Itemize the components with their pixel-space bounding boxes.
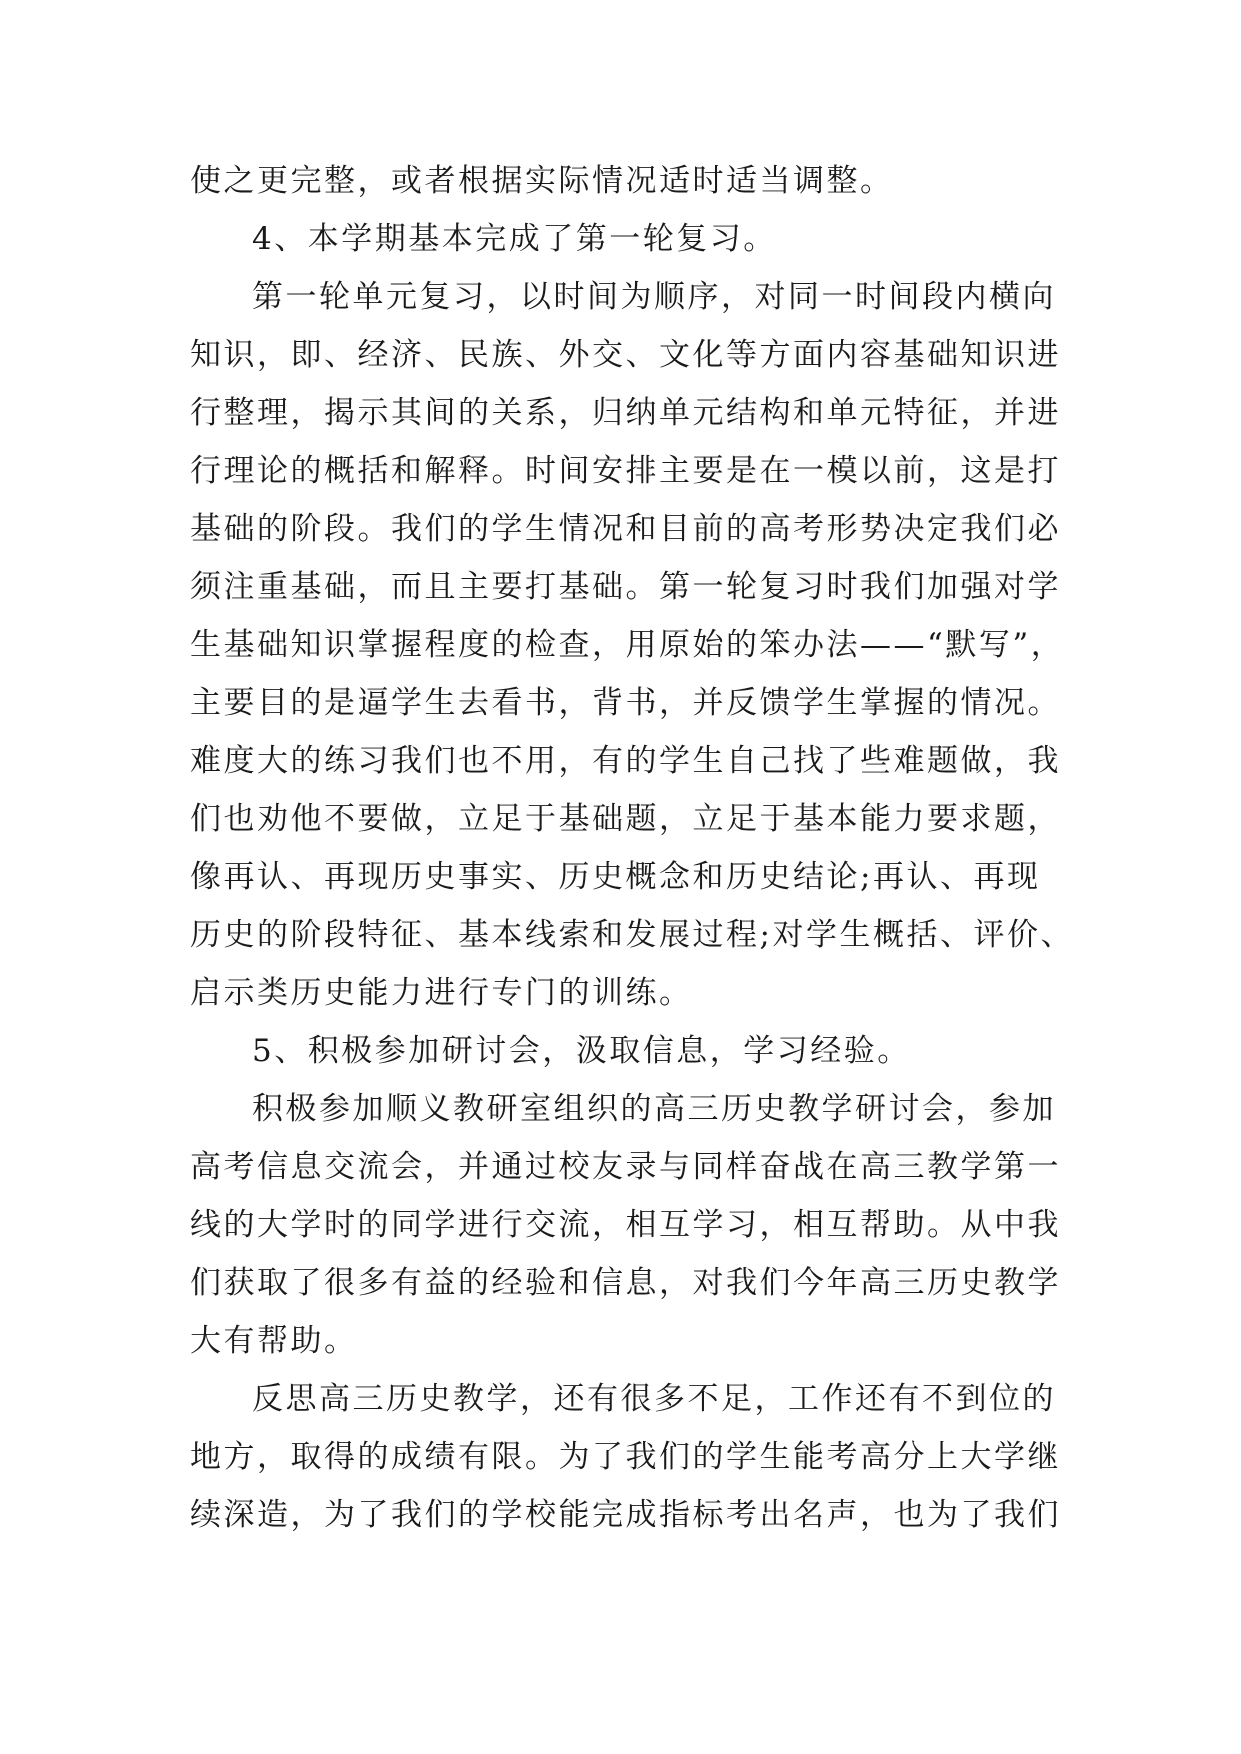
text-line: 积极参加顺义教研室组织的高三历史教学研讨会，参加 [252, 1091, 1056, 1127]
text-line: 使之更完整，或者根据实际情况适时适当调整。 [190, 163, 894, 199]
text-line: 主要目的是逼学生去看书，背书，并反馈学生掌握的情况。 [190, 685, 1061, 721]
text-line: 知识，即、经济、民族、外交、文化等方面内容基础知识进 [190, 337, 1061, 373]
text-line: 历史的阶段特征、基本线索和发展过程;对学生概括、评价、 [190, 917, 1074, 953]
text-line: 们获取了很多有益的经验和信息，对我们今年高三历史教学 [190, 1265, 1061, 1301]
text-line: 线的大学时的同学进行交流，相互学习，相互帮助。从中我 [190, 1207, 1061, 1243]
text-line: 行整理，揭示其间的关系，归纳单元结构和单元特征，并进 [190, 395, 1061, 431]
text-line: 启示类历史能力进行专门的训练。 [190, 975, 693, 1011]
text-line: 像再认、再现历史事实、历史概念和历史结论;再认、再现 [190, 859, 1041, 895]
text-line: 第一轮单元复习，以时间为顺序，对同一时间段内横向 [252, 279, 1056, 315]
body-text [190, 152, 1074, 1544]
text-line: 生基础知识掌握程度的检查，用原始的笨办法——“默写”， [190, 627, 1065, 663]
text-line: 反思高三历史教学，还有很多不足，工作还有不到位的 [252, 1381, 1056, 1417]
text-line: 高考信息交流会，并通过校友录与同样奋战在高三教学第一 [190, 1149, 1061, 1185]
text-line: 续深造，为了我们的学校能完成指标考出名声，也为了我们 [190, 1497, 1061, 1533]
text-line: 难度大的练习我们也不用，有的学生自己找了些难题做，我 [190, 743, 1061, 779]
text-line: 行理论的概括和解释。时间安排主要是在一模以前，这是打 [190, 453, 1061, 489]
text-line: 地方，取得的成绩有限。为了我们的学生能考高分上大学继 [190, 1439, 1061, 1475]
heading-4: 4、本学期基本完成了第一轮复习。 [252, 221, 777, 257]
text-line: 须注重基础，而且主要打基础。第一轮复习时我们加强对学 [190, 569, 1061, 605]
text-line: 基础的阶段。我们的学生情况和目前的高考形势决定我们必 [190, 511, 1061, 547]
heading-5: 5、积极参加研讨会，汲取信息，学习经验。 [252, 1033, 911, 1069]
text-line: 们也劝他不要做，立足于基础题，立足于基本能力要求题， [190, 801, 1061, 837]
text-line: 大有帮助。 [190, 1323, 358, 1359]
